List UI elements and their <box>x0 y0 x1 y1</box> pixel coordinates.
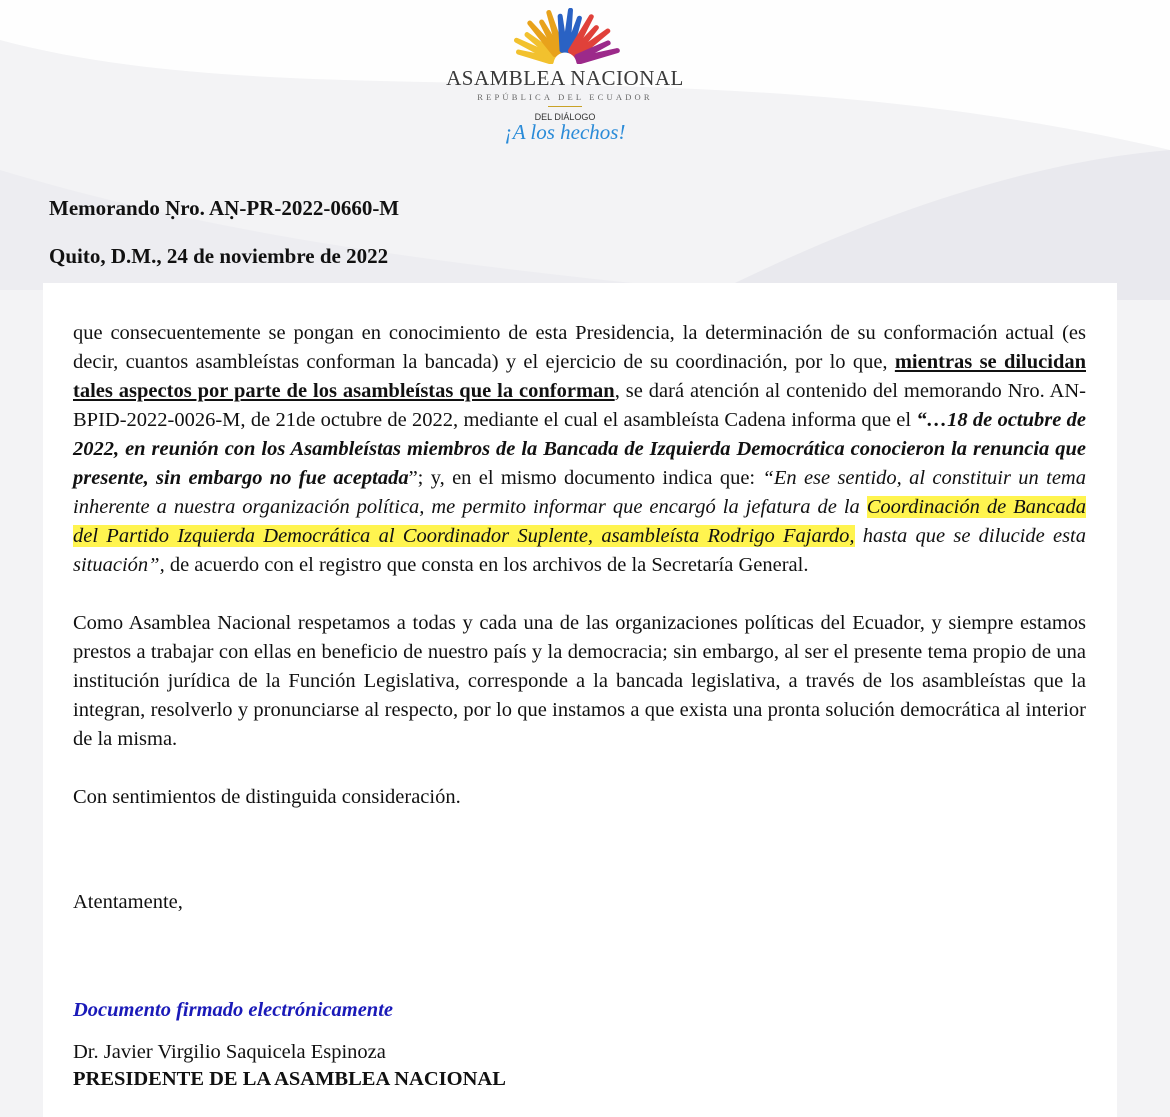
tagline-small: DEL DIÁLOGO <box>534 112 596 122</box>
sunburst-logo-icon <box>500 8 630 64</box>
text-span: , se dará atención al contenido del memorando Nro. AN-BPID-2022-0026-M, de 21de octubre de 2022, mediante el cual el asambleísta Cadena informa que el <box>73 380 1086 431</box>
logo <box>445 8 685 143</box>
paragraph-3: Con sentimientos de distinguida consideración. <box>73 786 461 808</box>
document-page <box>43 283 1117 1117</box>
signer-title: PRESIDENTE DE LA ASAMBLEA NACIONAL <box>73 1068 506 1090</box>
highlighted-text: Coordinación de Bancada del Partido Izquierda Democrática al Coordinador Suplente, asambleísta Rodrigo Fajardo, <box>73 496 1086 547</box>
paragraph-1 <box>73 319 1086 580</box>
salutation: Atentamente, <box>73 891 183 913</box>
letterhead <box>0 0 1170 150</box>
text-span: de acuerdo con el registro que consta en los archivos de la Secretaría General. <box>164 554 809 576</box>
quote-italic: “En ese sentido, al constituir un tema inherente a nuestra organización política, me permito informar que encargó la jefatura de la <box>73 467 1086 518</box>
signer-name: Dr. Javier Virgilio Saquicela Espinoza <box>73 1041 386 1063</box>
tagline-slogan: ¡A los hechos! <box>504 120 626 144</box>
memo-number: Memorando Ṇro. AṆ-PR-2022-0660-M <box>49 196 400 220</box>
org-name: ASAMBLEA NACIONAL <box>446 66 684 90</box>
emphasis-underlined: mientras se dilucidan tales aspectos por parte de los asambleístas que la conforman <box>73 351 1086 402</box>
text-span: ”; y, en el mismo documento indica que: <box>408 467 763 489</box>
org-subtitle: REPÚBLICA DEL ECUADOR <box>477 92 653 102</box>
signed-note: Documento firmado electrónicamente <box>73 999 393 1021</box>
quote-italic-end: hasta que se dilucide esta situación”, <box>73 525 1087 576</box>
memo-date: Quito, D.M., 24 de noviembre de 2022 <box>49 244 389 268</box>
paragraph-2: Como Asamblea Nacional respetamos a todas y cada una de las organizaciones políticas del Ecuador, y siempre estamos prestos a trabajar con ellas en beneficio de nuestro país y la democracia; sin embargo, al ser el presente tema propio de una institución jurídica de la Función Legislativa, corresponde a la bancada legislativa, a través de los asambleístas que la integran, resolverlo y pronunciarse al respecto, por lo que instamos a que exista una pronta solución democrática al interior de la misma. <box>73 612 1086 750</box>
text-span: que consecuentemente se pongan en conocimiento de esta Presidencia, la determinación de su conformación actual (es decir, cuantos asambleístas conforman la bancada) y el ejercicio de su coordinación, por lo que, <box>73 322 1086 373</box>
divider <box>548 106 582 107</box>
quote-bold-italic: “…18 de octubre de 2022, en reunión con los Asambleístas miembros de la Bancada de Izquierda Democrática conocieron la renuncia que presente, sin embargo no fue aceptada <box>73 409 1086 489</box>
document-body <box>73 319 1086 841</box>
